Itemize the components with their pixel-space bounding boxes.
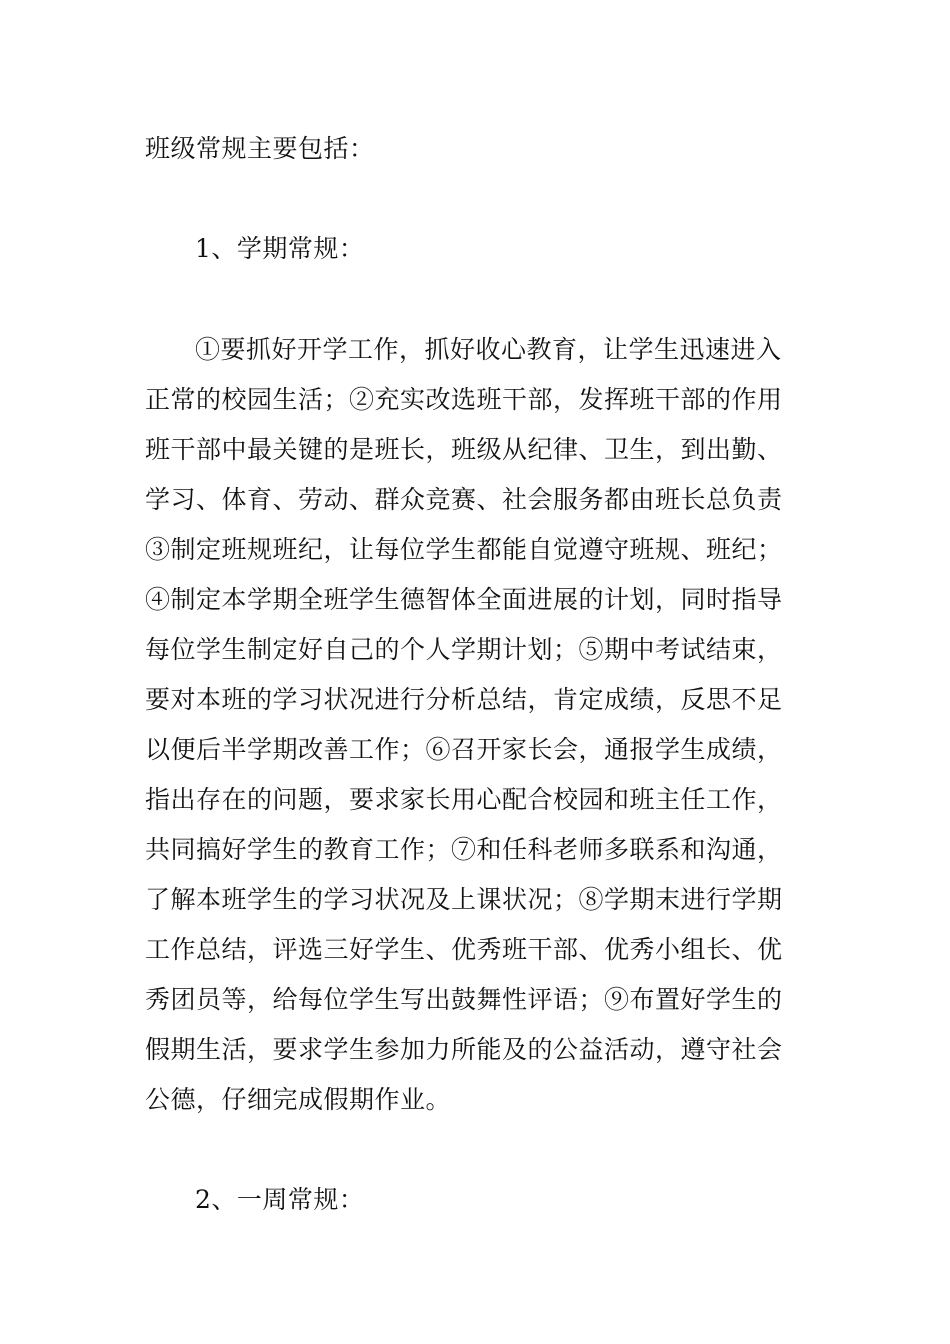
section-heading-weekly: 2、一周常规： xyxy=(195,1185,365,1214)
paragraph-line: ④制定本学期全班学生德智体全面进展的计划，同时指导 xyxy=(145,585,783,614)
paragraph-line: 公德，仔细完成假期作业。 xyxy=(145,1085,452,1114)
paragraph-line: 秀团员等，给每位学生写出鼓舞性评语；⑨布置好学生的 xyxy=(145,985,783,1014)
paragraph-line: ①要抓好开学工作，抓好收心教育，让学生迅速进入 xyxy=(195,335,782,364)
paragraph-line: 每位学生制定好自己的个人学期计划；⑤期中考试结束， xyxy=(145,635,783,664)
paragraph-line: 要对本班的学习状况进行分析总结，肯定成绩，反思不足 xyxy=(145,685,783,714)
intro-text: 班级常规主要包括： xyxy=(145,134,375,163)
paragraph-line: 学习、体育、劳动、群众竞赛、社会服务都由班长总负责 xyxy=(145,485,783,514)
paragraph-line: ③制定班规班纪，让每位学生都能自觉遵守班规、班纪； xyxy=(145,535,783,564)
paragraph-line: 以便后半学期改善工作；⑥召开家长会，通报学生成绩， xyxy=(145,735,783,764)
paragraph-line: 假期生活，要求学生参加力所能及的公益活动，遵守社会 xyxy=(145,1035,783,1064)
paragraph-line: 共同搞好学生的教育工作；⑦和任科老师多联系和沟通， xyxy=(145,835,783,864)
section-heading-semester: 1、学期常规： xyxy=(195,234,365,263)
paragraph-line: 班干部中最关键的是班长，班级从纪律、卫生，到出勤、 xyxy=(145,435,783,464)
paragraph-line: 正常的校园生活；②充实改选班干部，发挥班干部的作用 xyxy=(145,385,783,414)
paragraph-line: 指出存在的问题，要求家长用心配合校园和班主任工作， xyxy=(145,785,783,814)
paragraph-line: 工作总结，评选三好学生、优秀班干部、优秀小组长、优 xyxy=(145,935,783,964)
paragraph-line: 了解本班学生的学习状况及上课状况；⑧学期末进行学期 xyxy=(145,885,783,914)
